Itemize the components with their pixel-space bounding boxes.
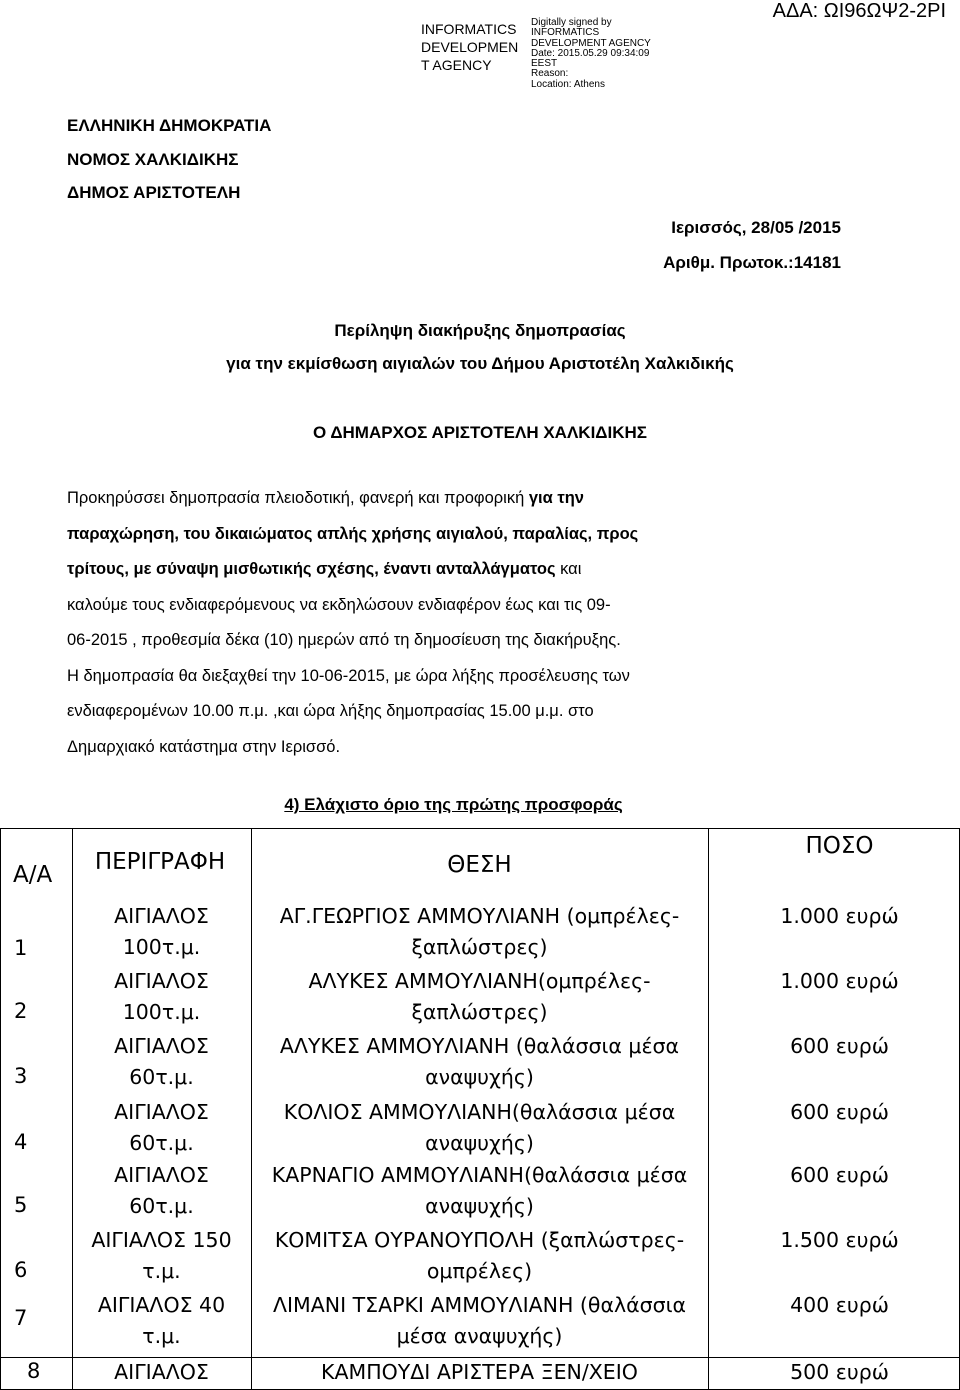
row-description — [72, 901, 251, 963]
header-description: ΠΕΡΙΓΡΑΦΗ — [94, 849, 226, 875]
table-border-left — [0, 828, 1, 1390]
row-description-line: ΑΙΓΙΑΛΟΣ — [114, 1100, 209, 1124]
signature-detail-line: DEVELOPMENT AGENCY — [531, 37, 651, 49]
row-place-line: μέσα αναψυχής) — [396, 1324, 563, 1348]
body-text-run: Προκηρύσσει δημοπρασία πλειοδοτική, φανερή και προφορική — [67, 489, 525, 507]
row-description-line: 60τ.μ. — [129, 1065, 194, 1089]
body-text-bold-run: τρίτους, με σύναψη μισθωτικής σχέσης, έναντι ανταλλάγματος — [67, 560, 556, 578]
ada-code: ΑΔΑ: ΩΙ96ΩΨ2-2ΡΙ — [772, 0, 946, 22]
row-place — [251, 1225, 708, 1287]
signature-stamp-line: INFORMATICS — [421, 21, 517, 37]
body-text-bold-run: για την — [528, 489, 584, 507]
row-amount: 500 ευρώ — [790, 1360, 889, 1384]
row-description — [72, 1160, 251, 1222]
row-place-line: ΑΓ.ΓΕΩΡΓΙΟΣ ΑΜΜΟΥΛΙΑΝΗ (ομπρέλες- — [279, 904, 680, 928]
row-description-line: 100τ.μ. — [122, 935, 201, 959]
row-description: ΑΙΓΙΑΛΟΣ — [114, 1360, 209, 1384]
body-line: Δημαρχιακό κατάστημα στην Ιερισσό. — [67, 737, 341, 756]
row-description-line: τ.μ. — [142, 1324, 181, 1348]
row-place-line: αναψυχής) — [425, 1194, 534, 1218]
row-number: 5 — [14, 1193, 28, 1217]
place-date: Ιερισσός, 28/05 /2015 — [671, 218, 841, 237]
row-description-line: τ.μ. — [142, 1259, 181, 1283]
row-place-line: ΑΛΥΚΕΣ ΑΜΜΟΥΛΙΑΝΗ(ομπρέλες- — [308, 969, 651, 993]
row-description-line: ΑΙΓΙΑΛΟΣ 150 — [91, 1228, 232, 1252]
signature-detail-line: Location: Athens — [531, 78, 605, 90]
row-amount: 400 ευρώ — [790, 1293, 889, 1317]
row-description — [72, 1031, 251, 1093]
row-place — [251, 1097, 708, 1159]
mayor-heading: Ο ΔΗΜΑΡΧΟΣ ΑΡΙΣΤΟΤΕΛΗ ΧΑΛΚΙΔΙΚΗΣ — [313, 423, 647, 442]
row-description-line: 60τ.μ. — [129, 1131, 194, 1155]
row-place-line: ΑΛΥΚΕΣ ΑΜΜΟΥΛΙΑΝΗ (θαλάσσια μέσα — [279, 1034, 680, 1058]
row-description — [72, 1097, 251, 1159]
row-place — [251, 901, 708, 963]
row-description-line: 60τ.μ. — [129, 1194, 194, 1218]
row-place-line: αναψυχής) — [425, 1131, 534, 1155]
doc-title-line2: για την εκμίσθωση αιγιαλών του Δήμου Αριστοτέλη Χαλκιδικής — [226, 354, 734, 373]
body-line — [67, 552, 842, 588]
body-line: καλούμε τους ενδιαφερόμενους να εκδηλώσουν ενδιαφέρον έως και τις 09- — [67, 595, 611, 614]
signature-stamp-line: DEVELOPMEN — [421, 39, 519, 55]
body-line: 06-2015 , προθεσμία δέκα (10) ημερών από τη δημοσίευση της διακήρυξης. — [67, 631, 621, 649]
row-description-line: ΑΙΓΙΑΛΟΣ — [114, 1034, 209, 1058]
row-number: 4 — [14, 1130, 28, 1154]
row-description-line: ΑΙΓΙΑΛΟΣ — [114, 1163, 209, 1187]
protocol-number: Αριθμ. Πρωτοκ.:14181 — [663, 253, 841, 272]
row-number: 6 — [14, 1258, 28, 1282]
table-border-top — [0, 828, 960, 829]
doc-title-line1: Περίληψη διακήρυξης δημοπρασίας — [334, 321, 626, 340]
header-municipality: ΔΗΜΟΣ ΑΡΙΣΤΟΤΕΛΗ — [67, 183, 241, 202]
body-text-bold-run: παραχώρηση, του δικαιώματος απλής χρήσης αιγιαλού, παραλίας, προς — [67, 524, 639, 543]
signature-detail-line: Digitally signed by — [531, 17, 612, 28]
signature-detail-line: INFORMATICS — [531, 27, 600, 39]
body-line — [67, 517, 842, 553]
row-place-line: ΚΑΡΝΑΓΙΟ ΑΜΜΟΥΛΙΑΝΗ(θαλάσσια μέσα — [271, 1163, 688, 1187]
row-description-line: ΑΙΓΙΑΛΟΣ 40 — [97, 1293, 226, 1317]
row-place-line: ομπρέλες) — [426, 1259, 533, 1283]
row-amount: 1.000 ευρώ — [780, 904, 899, 928]
row-description — [72, 966, 251, 1028]
row-place-line: ξαπλώστρες) — [411, 935, 548, 959]
signature-stamp-line: T AGENCY — [421, 57, 492, 73]
row-place — [251, 1290, 708, 1352]
signature-detail-line: Reason: — [531, 68, 569, 80]
row-number: 1 — [14, 936, 28, 960]
row-place — [251, 966, 708, 1028]
row-description — [72, 1290, 251, 1352]
header-place: ΘΕΣΗ — [447, 852, 512, 878]
signature-stamp — [421, 20, 518, 74]
row-description-line: 100τ.μ. — [122, 1000, 201, 1024]
row-place-line: αναψυχής) — [425, 1065, 534, 1089]
header-prefecture: ΝΟΜΟΣ ΧΑΛΚΙΔΙΚΗΣ — [67, 150, 239, 169]
row-amount: 600 ευρώ — [790, 1034, 889, 1058]
row-place-line: ξαπλώστρες) — [411, 1000, 548, 1024]
body-line — [67, 481, 842, 517]
row-place-line: ΚΟΜΙΤΣΑ ΟΥΡΑΝΟΥΠΟΛΗ (ξαπλώστρες- — [274, 1228, 685, 1252]
body-line: ενδιαφερομένων 10.00 π.μ. ,και ώρα λήξης δημοπρασίας 15.00 μ.μ. στο — [67, 702, 594, 720]
row-description-line: ΑΙΓΙΑΛΟΣ — [114, 969, 209, 993]
header-amount: ΠΟΣΟ — [805, 833, 874, 859]
row-amount: 600 ευρώ — [790, 1163, 889, 1187]
table-title: 4) Ελάχιστο όριο της πρώτης προσφοράς — [284, 795, 623, 814]
header-aa: Α/Α — [13, 862, 53, 888]
row-place — [251, 1031, 708, 1093]
body-text-run: και — [560, 560, 582, 578]
row-description — [72, 1225, 251, 1287]
row-place: ΚΑΜΠΟΥΔΙ ΑΡΙΣΤΕΡΑ ΞΕΝ/ΧΕΙΟ — [321, 1360, 638, 1384]
header-republic: ΕΛΛΗΝΙΚΗ ΔΗΜΟΚΡΑΤΙΑ — [67, 116, 272, 135]
body-paragraph — [67, 481, 842, 765]
row-amount: 1.500 ευρώ — [780, 1228, 899, 1252]
row-place-line: ΚΟΛΙΟΣ ΑΜΜΟΥΛΙΑΝΗ(θαλάσσια μέσα — [283, 1100, 676, 1124]
row-number: 7 — [14, 1306, 28, 1330]
row-number: 8 — [27, 1359, 41, 1383]
row-place — [251, 1160, 708, 1222]
signature-detail-line: EEST — [531, 58, 558, 70]
row-number: 2 — [14, 999, 28, 1023]
row-number: 3 — [14, 1064, 28, 1088]
row-description-line: ΑΙΓΙΑΛΟΣ — [114, 904, 209, 928]
body-line: Η δημοπρασία θα διεξαχθεί την 10-06-2015, με ώρα λήξης προσέλευσης των — [67, 666, 630, 685]
row-amount: 600 ευρώ — [790, 1100, 889, 1124]
signature-details — [531, 18, 651, 90]
row-amount: 1.000 ευρώ — [780, 969, 899, 993]
row-place-line: ΛΙΜΑΝΙ ΤΣΑΡΚΙ ΑΜΜΟΥΛΙΑΝΗ (θαλάσσια — [272, 1293, 687, 1317]
signature-detail-line: Date: 2015.05.29 09:34:09 — [531, 47, 650, 59]
